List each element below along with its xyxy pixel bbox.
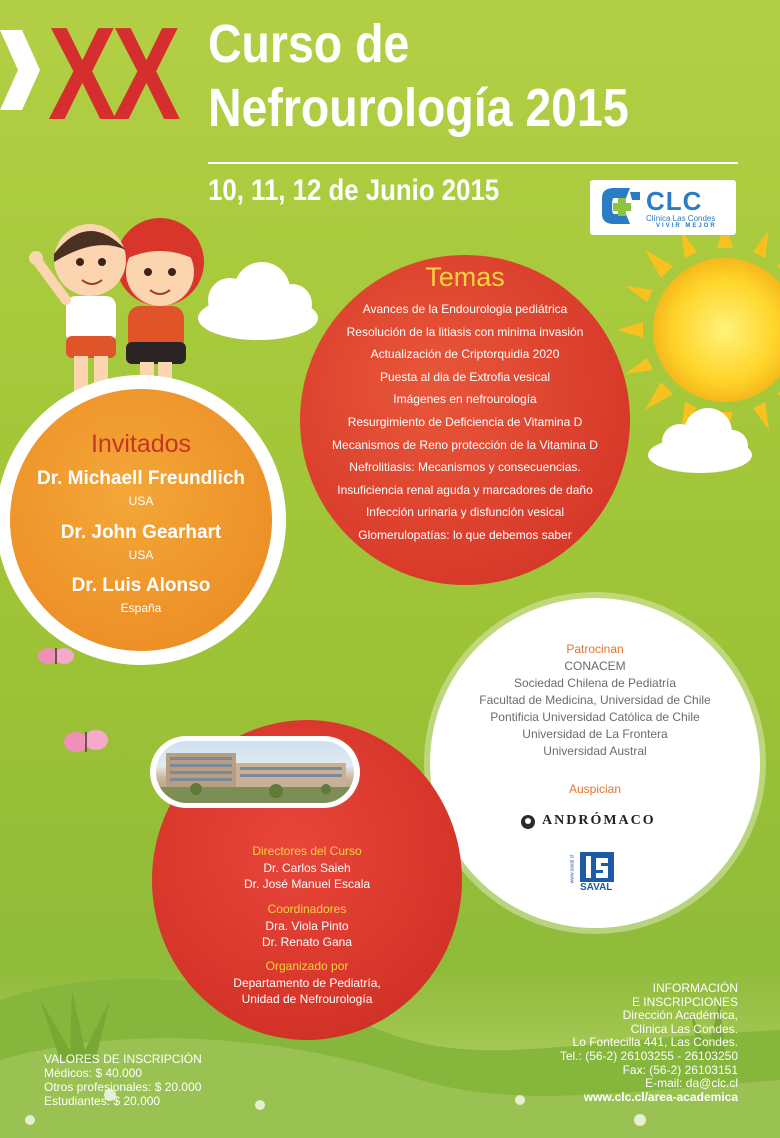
sponsor-item: Pontificia Universidad Católica de Chile [490, 710, 700, 724]
guest-country: USA [128, 494, 154, 508]
edition-roman-numeral: XX [48, 0, 176, 147]
list-item: Resurgimiento de Deficiencia de Vitamina D [347, 414, 583, 429]
andromaco-wordmark: ANDRÓMACO [542, 813, 656, 828]
course-dates: 10, 11, 12 de Junio 2015 [208, 174, 500, 207]
coordinadores-title: Coordinadores [267, 902, 347, 916]
contact-info [560, 982, 738, 1104]
email-line: E-mail: da@clc.cl [645, 1076, 738, 1091]
saval-url: www.saval.cl [569, 854, 576, 884]
temas-title: Temas [425, 262, 505, 292]
list-item: Insuficiencia renal aguda y marcadores de daño [337, 482, 593, 497]
guest-name: Dr. Luis Alonso [71, 575, 211, 596]
list-item: Infección urinaria y disfunción vesical [365, 505, 565, 520]
patrocinan-title: Patrocinan [566, 642, 624, 656]
saval-logo [568, 852, 616, 896]
guest-country: USA [128, 548, 154, 562]
sponsor-item: CONACEM [564, 659, 626, 673]
director-name: Dr. Carlos Saieh [263, 861, 351, 875]
info-line: Fax: (56-2) 26103151 [622, 1062, 738, 1077]
price-line: Estudiantes: $ 20.000 [44, 1094, 161, 1108]
butterfly-icon [38, 648, 74, 664]
list-item: Nefrolitiasis: Mecanismos y consecuencias. [349, 460, 581, 475]
sponsor-item: Sociedad Chilena de Pediatría [513, 676, 677, 690]
logo-subtitle: Clínica Las Condes [646, 214, 716, 223]
chevron-arrow-icon [0, 30, 40, 110]
butterfly-icon [64, 730, 108, 752]
info-line: INFORMACIÓN [652, 981, 738, 995]
invitados-title: Invitados [90, 430, 192, 458]
guest-name: Dr. Michaell Freundlich [37, 468, 245, 489]
building-image-icon [156, 741, 354, 803]
organizado-title: Organizado por [265, 959, 349, 973]
info-line: Clínica Las Condes. [630, 1021, 738, 1036]
list-item: Resolución de la litiasis con minima invasión [346, 324, 584, 339]
logo-name: CLC [646, 186, 703, 216]
header-divider [208, 162, 738, 164]
list-item: Puesta al dia de Extrofia vesical [379, 369, 551, 384]
list-item: Imágenes en nefrourología [393, 392, 537, 407]
list-item: Actualización de Criptorquidia 2020 [370, 347, 560, 362]
course-title-line1: Curso de [208, 14, 410, 74]
course-title-line2: Nefrourología 2015 [208, 78, 629, 138]
list-item: Glomerulopatías: lo que debemos saber [358, 527, 572, 542]
directores-title: Directores del Curso [252, 844, 362, 858]
list-item: Avances de la Endourologia pediátrica [362, 302, 568, 316]
clinic-building-photo [156, 741, 354, 803]
saval-wordmark: SAVAL [580, 882, 613, 893]
info-line: E INSCRIPCIONES [631, 994, 738, 1009]
list-item: Mecanismos de Reno protección de la Vitamina D [332, 437, 598, 452]
cloud-icon [648, 408, 752, 473]
guest-country: España [120, 601, 162, 615]
sponsor-item: Facultad de Medicina, Universidad de Chile [479, 693, 711, 707]
info-line: Lo Fontecilla 441, Las Condes. [572, 1035, 738, 1050]
coordinador-name: Dr. Renato Gana [261, 935, 353, 949]
valores-title: VALORES DE INSCRIPCIÓN [44, 1052, 202, 1066]
guest-name: Dr. John Gearhart [60, 522, 222, 543]
website-link[interactable]: www.clc.cl/area-academica [583, 1089, 738, 1104]
logo-tagline: VIVIR MEJOR [656, 223, 717, 229]
sun-icon [617, 222, 780, 438]
clc-logo [590, 180, 736, 235]
andromaco-logo [520, 812, 670, 832]
price-line: Otros profesionales: $ 20.000 [44, 1080, 202, 1094]
organizer-line: Departamento de Pediatría, [233, 976, 381, 990]
organizer-line: Unidad de Nefrourología [241, 992, 373, 1006]
clc-cross-logo-icon [598, 186, 642, 228]
price-line: Médicos: $ 40.000 [44, 1066, 143, 1080]
sponsor-item: Universidad de La Frontera [522, 727, 668, 741]
andromaco-head-icon [520, 814, 536, 830]
valores-inscripcion [44, 1052, 202, 1108]
temas-list [300, 298, 630, 547]
auspician-title: Auspician [568, 782, 622, 796]
coordinador-name: Dra. Viola Pinto [265, 919, 349, 933]
info-line: Dirección Académica, [622, 1008, 738, 1023]
director-name: Dr. José Manuel Escala [243, 877, 371, 891]
sponsor-item: Universidad Austral [543, 744, 647, 758]
info-line: Tel.: (56-2) 26103255 - 26103250 [559, 1048, 738, 1063]
